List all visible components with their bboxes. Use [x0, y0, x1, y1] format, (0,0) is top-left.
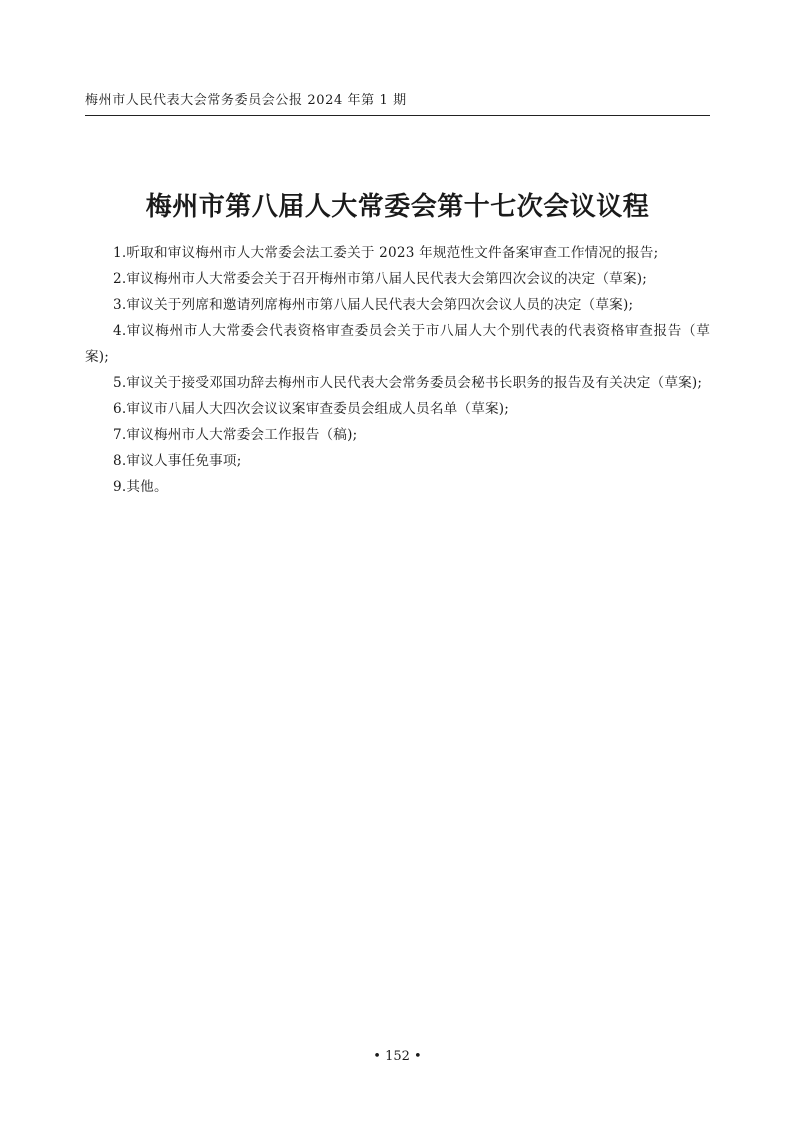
- page-title: 梅州市第八届人大常委会第十七次会议议程: [145, 192, 650, 223]
- agenda-list: [85, 240, 710, 500]
- agenda-item: 8.审议人事任免事项;: [113, 453, 242, 469]
- header-divider: [85, 115, 710, 116]
- agenda-item: 5.审议关于接受邓国功辞去梅州市人民代表大会常务委员会秘书长职务的报告及有关决定（草案);: [113, 375, 703, 391]
- agenda-item: 9.其他。: [113, 479, 168, 495]
- agenda-item: 3.审议关于列席和邀请列席梅州市第八届人民代表大会第四次会议人员的决定（草案);: [113, 297, 634, 313]
- agenda-item: 4.审议梅州市人大常委会代表资格审查委员会关于市八届人大个别代表的代表资格审查报告（草案);: [85, 323, 710, 365]
- agenda-item: 1.听取和审议梅州市人大常委会法工委关于 2023 年规范性文件备案审查工作情况的报告;: [113, 245, 659, 261]
- agenda-item: 6.审议市八届人大四次会议议案审查委员会组成人员名单（草案);: [113, 401, 510, 417]
- page-number: • 152 •: [373, 1049, 422, 1064]
- agenda-item: 2.审议梅州市人大常委会关于召开梅州市第八届人民代表大会第四次会议的决定（草案);: [113, 271, 648, 287]
- agenda-item: 7.审议梅州市人大常委会工作报告（稿);: [113, 427, 358, 443]
- running-header: 梅州市人民代表大会常务委员会公报 2024 年第 1 期: [85, 93, 407, 108]
